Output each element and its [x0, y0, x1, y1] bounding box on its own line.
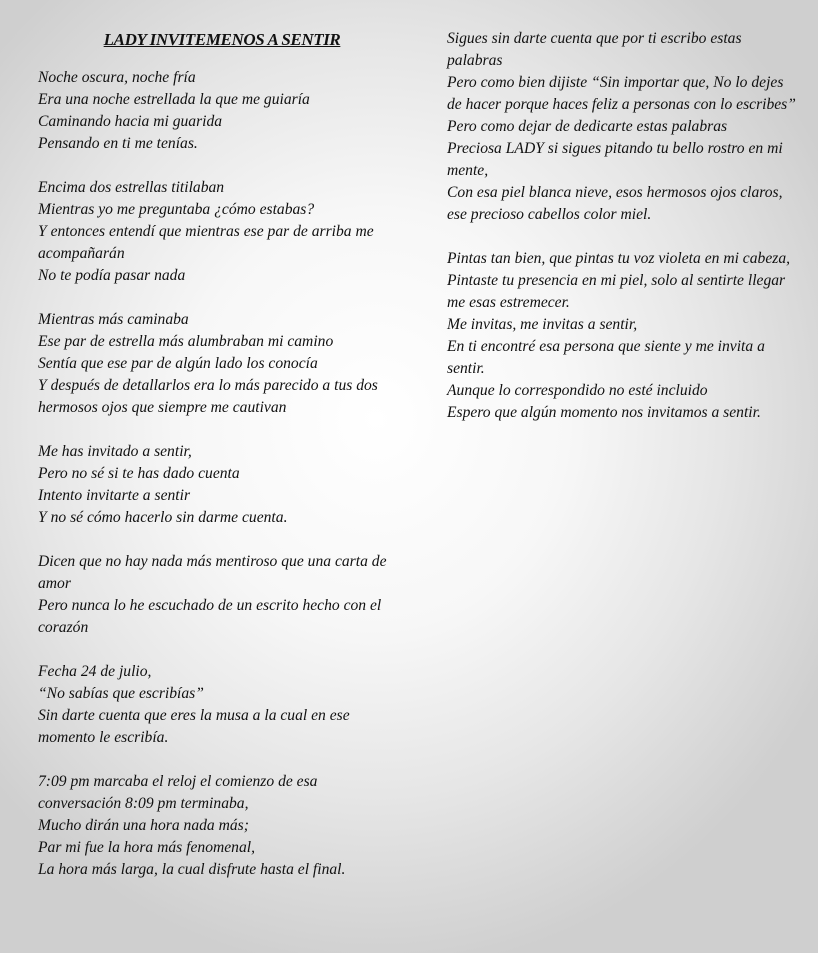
poem-line: Y entonces entendí que mientras ese par de arriba me acompañarán	[38, 223, 374, 262]
poem-line: Noche oscura, noche fría	[38, 69, 196, 86]
poem-line: Pero nunca lo he escuchado de un escrito hecho con el corazón	[38, 597, 382, 636]
poem-line: Intento invitarte a sentir	[38, 487, 191, 504]
poem-line: Me has invitado a sentir,	[38, 443, 192, 460]
poem-line: Preciosa LADY si sigues pitando tu bello rostro en mi mente,	[447, 140, 783, 179]
poem-line: No te podía pasar nada	[38, 267, 186, 284]
poem-line: En ti encontré esa persona que siente y me invita a sentir.	[447, 338, 765, 377]
poem-line: Caminando hacia mi guarida	[38, 113, 223, 130]
poem-line: Con esa piel blanca nieve, esos hermosos ojos claros, ese precioso cabellos color miel.	[447, 184, 783, 223]
stanza	[38, 67, 400, 155]
poem-line: Pintas tan bien, que pintas tu voz violeta en mi cabeza,	[447, 250, 791, 267]
poem-line: Mientras yo me preguntaba ¿cómo estabas?	[38, 201, 315, 218]
poem-title: LADY INVITEMENOS A SENTIR	[103, 30, 341, 49]
stanza	[38, 551, 400, 639]
poem-line: Mucho dirán una hora nada más;	[38, 817, 249, 834]
stanza	[38, 177, 400, 287]
poem-line: Encima dos estrellas titilaban	[38, 179, 225, 196]
poem-line: Ese par de estrella más alumbraban mi camino	[38, 333, 334, 350]
poem-line: Sin darte cuenta que eres la musa a la cual en ese momento le escribía.	[38, 707, 350, 746]
left-column	[38, 67, 400, 903]
poem-line: Me invitas, me invitas a sentir,	[447, 316, 638, 333]
poem-line: Mientras más caminaba	[38, 311, 189, 328]
stanza	[38, 309, 400, 419]
poem-line: Pintaste tu presencia en mi piel, solo al sentirte llegar me esas estremecer.	[447, 272, 786, 311]
poem-line: Pero como bien dijiste “Sin importar que, No lo dejes de hacer porque haces feliz a personas con lo escribes”	[447, 74, 796, 113]
poem-line: 7:09 pm marcaba el reloj el comienzo de esa conversación 8:09 pm terminaba,	[38, 773, 318, 812]
poem-line: Era una noche estrellada la que me guiaría	[38, 91, 310, 108]
poem-line: Fecha 24 de julio,	[38, 663, 152, 680]
stanza	[447, 248, 799, 424]
poem-line: “No sabías que escribías”	[38, 685, 204, 702]
poem-line: Sigues sin darte cuenta que por ti escribo estas palabras	[447, 30, 742, 69]
poem-line: La hora más larga, la cual disfrute hasta el final.	[38, 861, 346, 878]
stanza	[38, 441, 400, 529]
stanza	[38, 661, 400, 749]
stanza	[447, 28, 799, 226]
poem-line: Par mi fue la hora más fenomenal,	[38, 839, 255, 856]
poem-line: Dicen que no hay nada más mentiroso que una carta de amor	[38, 553, 387, 592]
poem-line: Aunque lo correspondido no esté incluido	[447, 382, 708, 399]
poem-line: Y no sé cómo hacerlo sin darme cuenta.	[38, 509, 288, 526]
poem-line: Pensando en ti me tenías.	[38, 135, 198, 152]
poem-line: Y después de detallarlos era lo más parecido a tus dos hermosos ojos que siempre me cautivan	[38, 377, 378, 416]
right-column	[447, 28, 799, 446]
poem-line: Sentía que ese par de algún lado los conocía	[38, 355, 318, 372]
poem-line: Pero no sé si te has dado cuenta	[38, 465, 240, 482]
poem-line: Espero que algún momento nos invitamos a sentir.	[447, 404, 761, 421]
poem-line: Pero como dejar de dedicarte estas palabras	[447, 118, 728, 135]
stanza	[38, 771, 400, 881]
